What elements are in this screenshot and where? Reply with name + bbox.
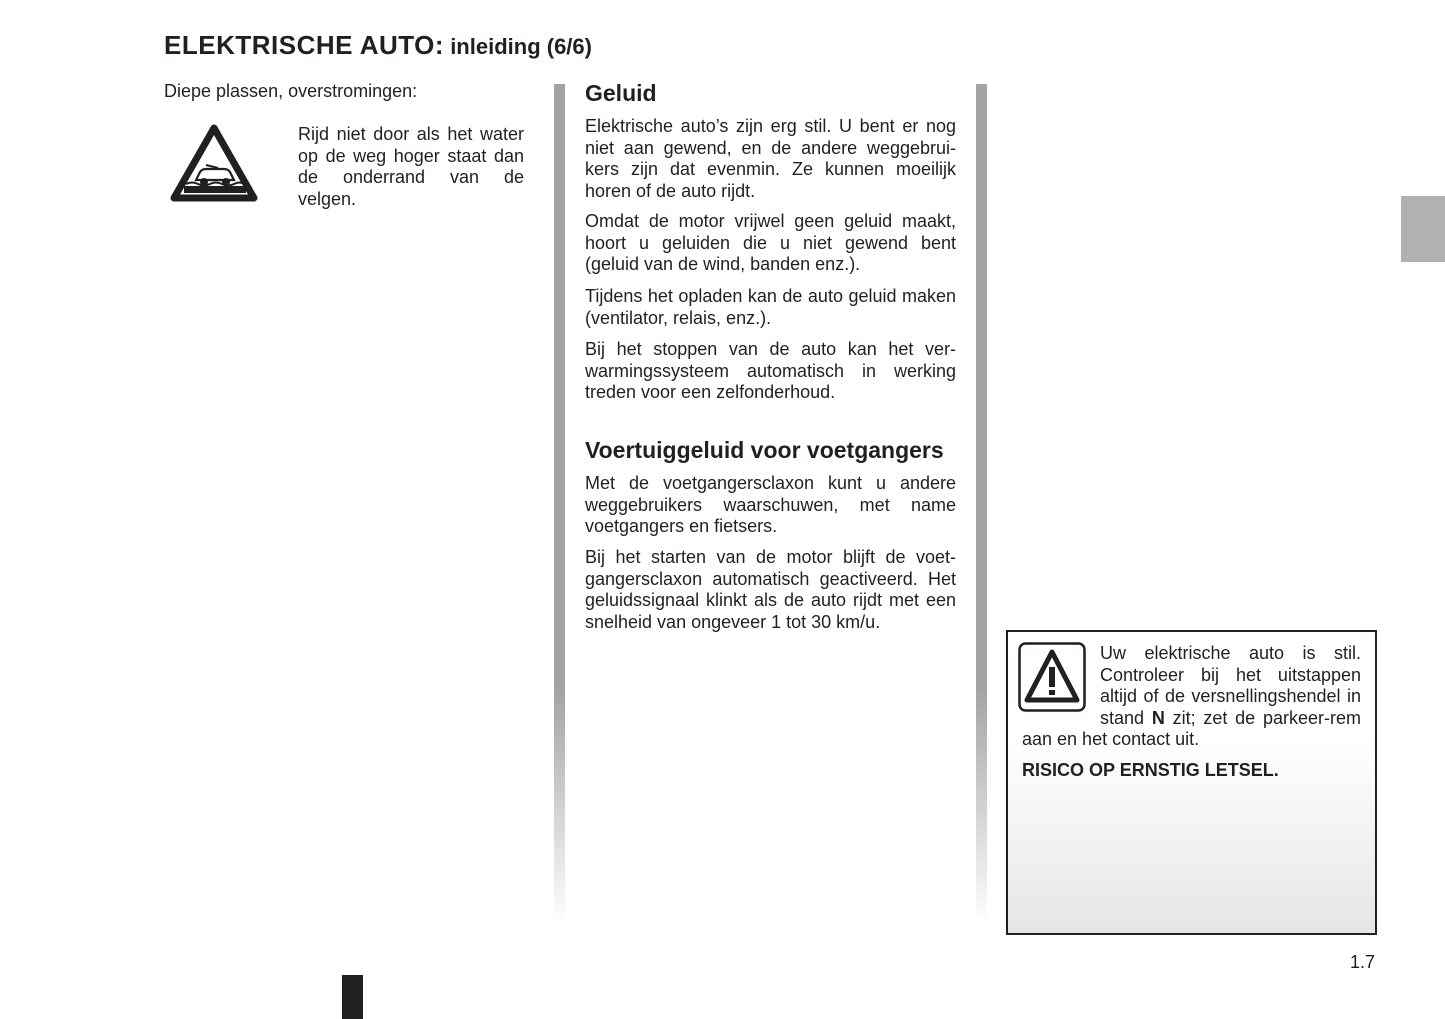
paragraph: Bij het stoppen van de auto kan het ver-warmingssysteem automatisch in werking treden voor een zelfonderhoud.	[585, 339, 956, 402]
warning-text: Uw elektrische auto is stil. Controleer bij het uitstappen altijd of de versnellingshendel in stand N zit; zet de parkeer-rem aan en het contact uit.	[1022, 643, 1361, 749]
paragraph: Omdat de motor vrijwel geen geluid maakt, hoort u geluiden die u niet gewend bent (geluid van de wind, banden enz.).	[585, 211, 956, 274]
page-number: 1.7	[1350, 952, 1376, 972]
chapter-tab	[1401, 196, 1445, 262]
page-title-main: ELEKTRISCHE AUTO:	[164, 30, 445, 60]
page-title-sub: inleiding (6/6)	[444, 34, 592, 59]
section-heading-geluid: Geluid	[585, 80, 657, 106]
paragraph: Tijdens het opladen kan de auto geluid maken (ventilator, relais, enz.).	[585, 286, 956, 328]
section-heading-voetgangers: Voertuiggeluid voor voetgangers	[585, 437, 944, 463]
flood-warning-icon	[170, 124, 258, 204]
paragraph: Elektrische auto’s zijn erg stil. U bent er nog niet aan gewend, en de andere weggebrui-kers zijn dat evenmin. Ze kunnen moeilijk horen of de auto rijdt.	[585, 116, 956, 201]
flood-lead-text: Diepe plassen, overstromingen:	[164, 81, 418, 101]
column-divider-left	[554, 84, 565, 924]
page-title	[164, 30, 592, 61]
warning-risk-text: RISICO OP ERNSTIG LETSEL.	[1022, 760, 1279, 780]
paragraph: Met de voetgangersclaxon kunt u andere weggebruikers waarschuwen, met name voetgangers en fietsers.	[585, 473, 956, 536]
print-marker	[342, 975, 363, 1019]
flood-warning-text: Rijd niet door als het water op de weg hoger staat dan de onderrand van de velgen.	[298, 124, 524, 209]
paragraph: Bij het starten van de motor blijft de voet-gangersclaxon automatisch geactiveerd. Het geluidssignaal klinkt als de auto rijdt met een snelheid van ongeveer 1 tot 30 km/u.	[585, 547, 956, 632]
column-divider-right	[976, 84, 987, 924]
